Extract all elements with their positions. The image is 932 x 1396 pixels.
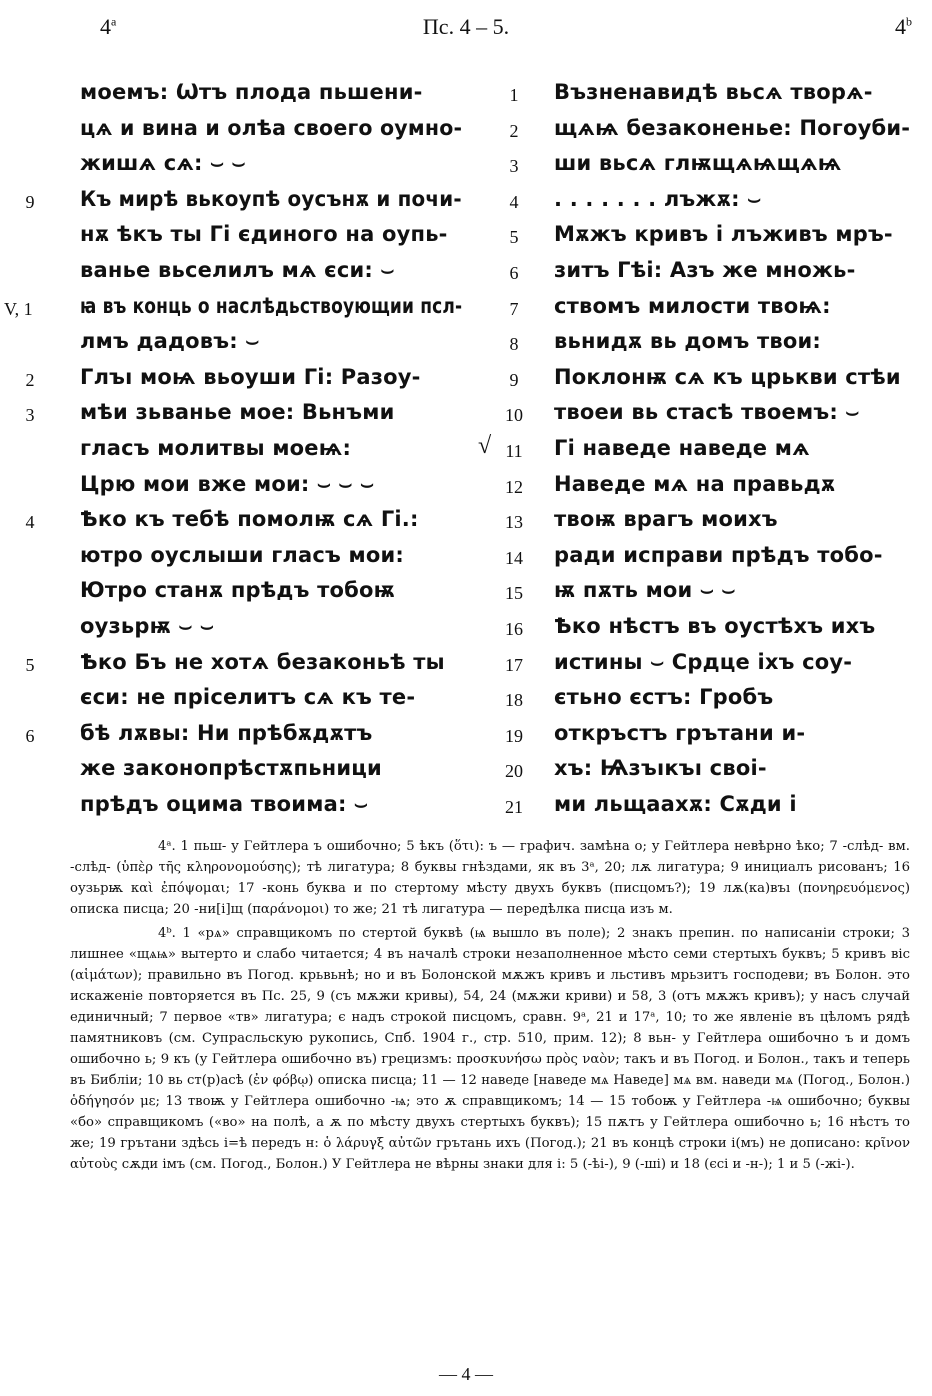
page-header-title: Пс. 4 – 5. — [422, 14, 510, 39]
manuscript-line — [0, 147, 470, 182]
manuscript-line — [0, 503, 470, 538]
manuscript-line — [0, 432, 470, 467]
line-text: истины ⌣ Срдце іхъ соу- — [554, 649, 853, 674]
line-number: 5 — [509, 227, 519, 248]
manuscript-line — [0, 183, 470, 218]
manuscript-line — [470, 218, 932, 253]
line-text: ѭ пѫть мои ⌣ ⌣ — [554, 578, 736, 603]
line-text: нѫ ѣкъ ты Гі єдиного на оупь- — [80, 222, 448, 247]
manuscript-line — [0, 218, 470, 253]
line-number: 12 — [505, 476, 523, 497]
manuscript-line — [470, 503, 932, 538]
page-column-label-right: 4$^b$ — [895, 14, 912, 39]
line-text: Глъı моѩ вьоуши Гі: Разоу- — [80, 364, 421, 389]
line-text: оузьрѭ ⌣ ⌣ — [80, 614, 215, 638]
manuscript-line — [470, 290, 932, 325]
line-text: . . . . . . . лъжѫ: ⌣ — [554, 186, 762, 211]
manuscript-line — [470, 788, 932, 823]
manuscript-line — [470, 752, 932, 787]
line-number: 4 — [509, 191, 519, 212]
manuscript-line — [470, 147, 932, 182]
line-number: 2 — [509, 120, 519, 141]
line-text: цѧ и вина и олѣа своего оумно- — [80, 115, 463, 140]
footnote-paragraph: 4ᵃ. 1 пьш- у Гейтлера ъ ошибочно; 5 ѣкъ (ὅτι): ъ — графич. замѣна о; у Гейтлера невѣрно ѣко; 7 -слѣд- вм. -слѣд- (ὑπὲρ τῆς κληρονομούσης); тѣ лигатура; 8 буквы гнѣздами, як въ 3ᵃ, 20; лѫ лигатура; 9 инициалъ рисованъ; 16 оузьрѭ καὶ ἐπόψομαι; 17 -конь буква и по стертому мѣсту двухъ буквъ (писцомъ?); 19 лѫ(ка)въı (πονηρευόμενος) описка писца; 20 -ни[і]щ (παράνομοι) то же; 21 тѣ лигатура — передѣлка писца изъ м. — [70, 839, 910, 917]
manuscript-line — [470, 254, 932, 289]
manuscript-line — [0, 574, 470, 609]
line-text: бѣ лѫвы: Ни прѣбѫдѫтъ — [80, 720, 373, 745]
manuscript-line — [470, 361, 932, 396]
manuscript-line — [0, 290, 470, 325]
line-number: V, 1 — [4, 298, 33, 319]
line-text: откръстъ грътани и- — [554, 720, 806, 745]
manuscript-line — [0, 396, 470, 431]
line-text: ꙗ въ конць о наслѣдьствоующии псл- — [80, 293, 463, 318]
manuscript-line — [470, 396, 932, 431]
line-number: 10 — [505, 405, 523, 426]
manuscript-line — [470, 646, 932, 681]
manuscript-line — [470, 539, 932, 574]
line-text: Ютро станѫ прѣдъ тобоѭ — [80, 578, 395, 603]
check-mark-icon: √ — [478, 433, 492, 459]
line-text: Ѣко нѣстъ въ оустѣхъ ихъ — [554, 614, 876, 638]
line-text: твоѭ врагъ моихъ — [554, 507, 778, 532]
line-text: прѣдъ оцима твоима: ⌣ — [80, 792, 369, 816]
manuscript-line — [470, 325, 932, 360]
line-number: 6 — [25, 725, 35, 746]
manuscript-line — [0, 788, 470, 823]
manuscript-line — [0, 539, 470, 574]
line-text: єси: не прiселитъ сѧ къ те- — [80, 685, 416, 710]
line-number: 11 — [505, 441, 523, 461]
line-number: 3 — [509, 156, 519, 177]
line-text: твоеи вь стасѣ твоемъ: ⌣ — [554, 400, 860, 425]
line-number: 9 — [25, 191, 35, 212]
manuscript-line — [0, 610, 470, 645]
line-text: ствомъ милости твоѩ: — [554, 293, 831, 318]
line-number: 9 — [509, 369, 519, 390]
manuscript-line — [0, 752, 470, 787]
manuscript-line — [0, 646, 470, 681]
line-text: щѧѩ безаконенье: Погоуби- — [554, 115, 911, 140]
line-number: 18 — [505, 690, 523, 711]
manuscript-line — [470, 183, 932, 218]
line-number: 17 — [505, 654, 523, 675]
manuscript-line — [470, 432, 932, 467]
line-text: Поклонѭ сѧ къ црькви стѣи — [554, 364, 901, 389]
manuscript-line — [470, 76, 932, 111]
footnote-paragraph: 4ᵇ. 1 «рѧ» справщикомъ по стертой буквѣ (ѩ вышло въ поле); 2 знакъ препин. по написаніи строки; 3 лишнее «щѧѩ» вытерто и слабо читается; 4 въ началѣ строки незаполненное мѣсто семи стертыхъ буквъ; 5 кривъ віс (αἱμάτων); правильно въ Погод. крьвьнѣ; но и въ Болонской мѫжъ кривъ и льстивъ мрьзитъ господеви; въ Болон. это искаженіе повторяется въ Пс. 25, 9 (съ мѫжи кривы), 54, 24 (мѫжи криви) и 58, 3 (отъ мѫжъ кривъ); у насъ случай единичный; 7 первое «тв» лигатура; є надъ строкой писцомъ, сравн. 9ᵃ, 21 и 17ᵃ, 10; то же явленіе въ цѣломъ рядѣ памятниковъ (см. Супрасльскую рукопись, Спб. 1904 г., стр. 510, прим. 12); 8 вьн- у Гейтлера ошибочно ъ и домъ ошибочно ь; 9 къ (у Гейтлера ошибочно въ) грецизмъ: προσκυνήσω πρὸς ναὸν; такъ и въ Погод. и Болон., такъ и теперь въ Библіи; 10 вь ст(р)асѣ (ἐν φόβῳ) описка писца; 11 — 12 наведе [наведе мѧ Наведе] мѧ вм. наведи мѧ (Погод., Болон.) ὁδήγησόν με; 13 твоѭ у Гейтлера ошибочно -ѩ; это ѫ справщикомъ; 14 — 15 тобоѭ у Гейтлера -ѩ ошибочно; буквы «бо» справщикомъ («во» на полѣ, а ѫ по мѣсту двухъ стертыхъ буквъ); 15 пѫтъ у Гейтлера ошибочно ь; 16 нѣстъ то же; 19 грътани здѣсь і=ѣ передъ н: ὁ λάρυγξ αὐτῶν грътань ихъ (Погод.); 21 въ концѣ строки і(мъ) не дописано: κρῖνον αὐτοὺς сѫди імъ (см. Погод., Болон.) У Гейтлера не вѣрны знаки для і: 5 (-ѣі-), 9 (-ші) и 18 (єсі и -н-); 1 и 5 (-жі-). — [70, 926, 910, 1172]
line-text: єтьно єстъ: Гробъ — [554, 685, 774, 710]
line-text: жишѧ сѧ: ⌣ ⌣ — [80, 151, 246, 176]
page-number-footer: — 4 — — [439, 1364, 493, 1384]
line-text: мѣи зьванье мое: Вьнъми — [80, 400, 395, 425]
manuscript-line — [0, 325, 470, 360]
line-number: 5 — [25, 654, 35, 675]
critical-apparatus-notes — [70, 836, 910, 1178]
line-text: Гі наведе наведе мѧ — [554, 436, 810, 460]
line-number: 6 — [509, 263, 519, 283]
manuscript-line — [0, 361, 470, 396]
line-text: Црю мои вже мои: ⌣ ⌣ ⌣ — [80, 471, 375, 496]
line-text: Наведе мѧ на правьдѫ — [554, 471, 836, 496]
line-number: 2 — [25, 369, 35, 390]
manuscript-line — [0, 717, 470, 752]
line-number: 21 — [505, 797, 523, 817]
line-text: Мѫжъ кривъ і лъживъ мръ- — [554, 222, 893, 247]
line-text: ши вьсѧ глѭщѧѩщѧѩ — [554, 151, 842, 176]
line-number: 8 — [509, 334, 519, 355]
line-text: ми льщаахѫ: Сѫди і — [554, 792, 797, 816]
manuscript-line — [0, 681, 470, 716]
line-text: Ѣко къ тебѣ помолѭ сѧ Гі.: — [80, 507, 419, 532]
line-number: 7 — [509, 298, 519, 319]
line-text: вьнидѫ вь домъ твои: — [554, 329, 822, 354]
line-text: ванье вьселилъ мѧ єси: ⌣ — [80, 258, 395, 282]
page-column-label-left: 4$^a$ — [100, 14, 117, 39]
line-text: Къ мирѣ вькоупѣ оусънѫ и почи- — [80, 186, 462, 211]
manuscript-line — [470, 574, 932, 609]
manuscript-line — [0, 112, 470, 147]
manuscript-line — [0, 76, 470, 111]
line-text: ютро оуслыши гласъ мои: — [80, 542, 404, 567]
manuscript-line — [470, 468, 932, 503]
line-text: хъ: Ѩзъıкъı своі- — [554, 756, 767, 781]
line-text: лмъ дадовъ: ⌣ — [80, 329, 260, 354]
line-number: 20 — [505, 761, 523, 782]
line-text: Ѣко Бъ не хотѧ безаконьѣ ты — [80, 649, 445, 674]
manuscript-line — [0, 468, 470, 503]
line-text: ради исправи прѣдъ тобо- — [554, 542, 883, 567]
line-text: зитъ Гѣі: Азъ же множь- — [554, 258, 856, 282]
line-text: же законопрѣстѫпьници — [80, 756, 382, 781]
manuscript-line — [470, 610, 932, 645]
line-number: 14 — [505, 547, 523, 568]
line-number: 16 — [505, 619, 523, 639]
line-number: 19 — [505, 725, 523, 746]
line-text: моемъ: Ѡтъ плода пьшени- — [80, 80, 423, 104]
manuscript-line — [470, 681, 932, 716]
line-number: 13 — [505, 512, 523, 533]
line-number: 15 — [505, 583, 523, 604]
line-number: 4 — [25, 512, 35, 533]
line-text: гласъ молитвы моеѩ: — [80, 436, 352, 460]
line-number: 3 — [25, 405, 35, 426]
manuscript-line — [470, 112, 932, 147]
line-text: Възненавидѣ вьсѧ творѧ- — [554, 80, 873, 104]
line-number: 1 — [509, 85, 519, 105]
manuscript-line — [470, 717, 932, 752]
manuscript-line — [0, 254, 470, 289]
